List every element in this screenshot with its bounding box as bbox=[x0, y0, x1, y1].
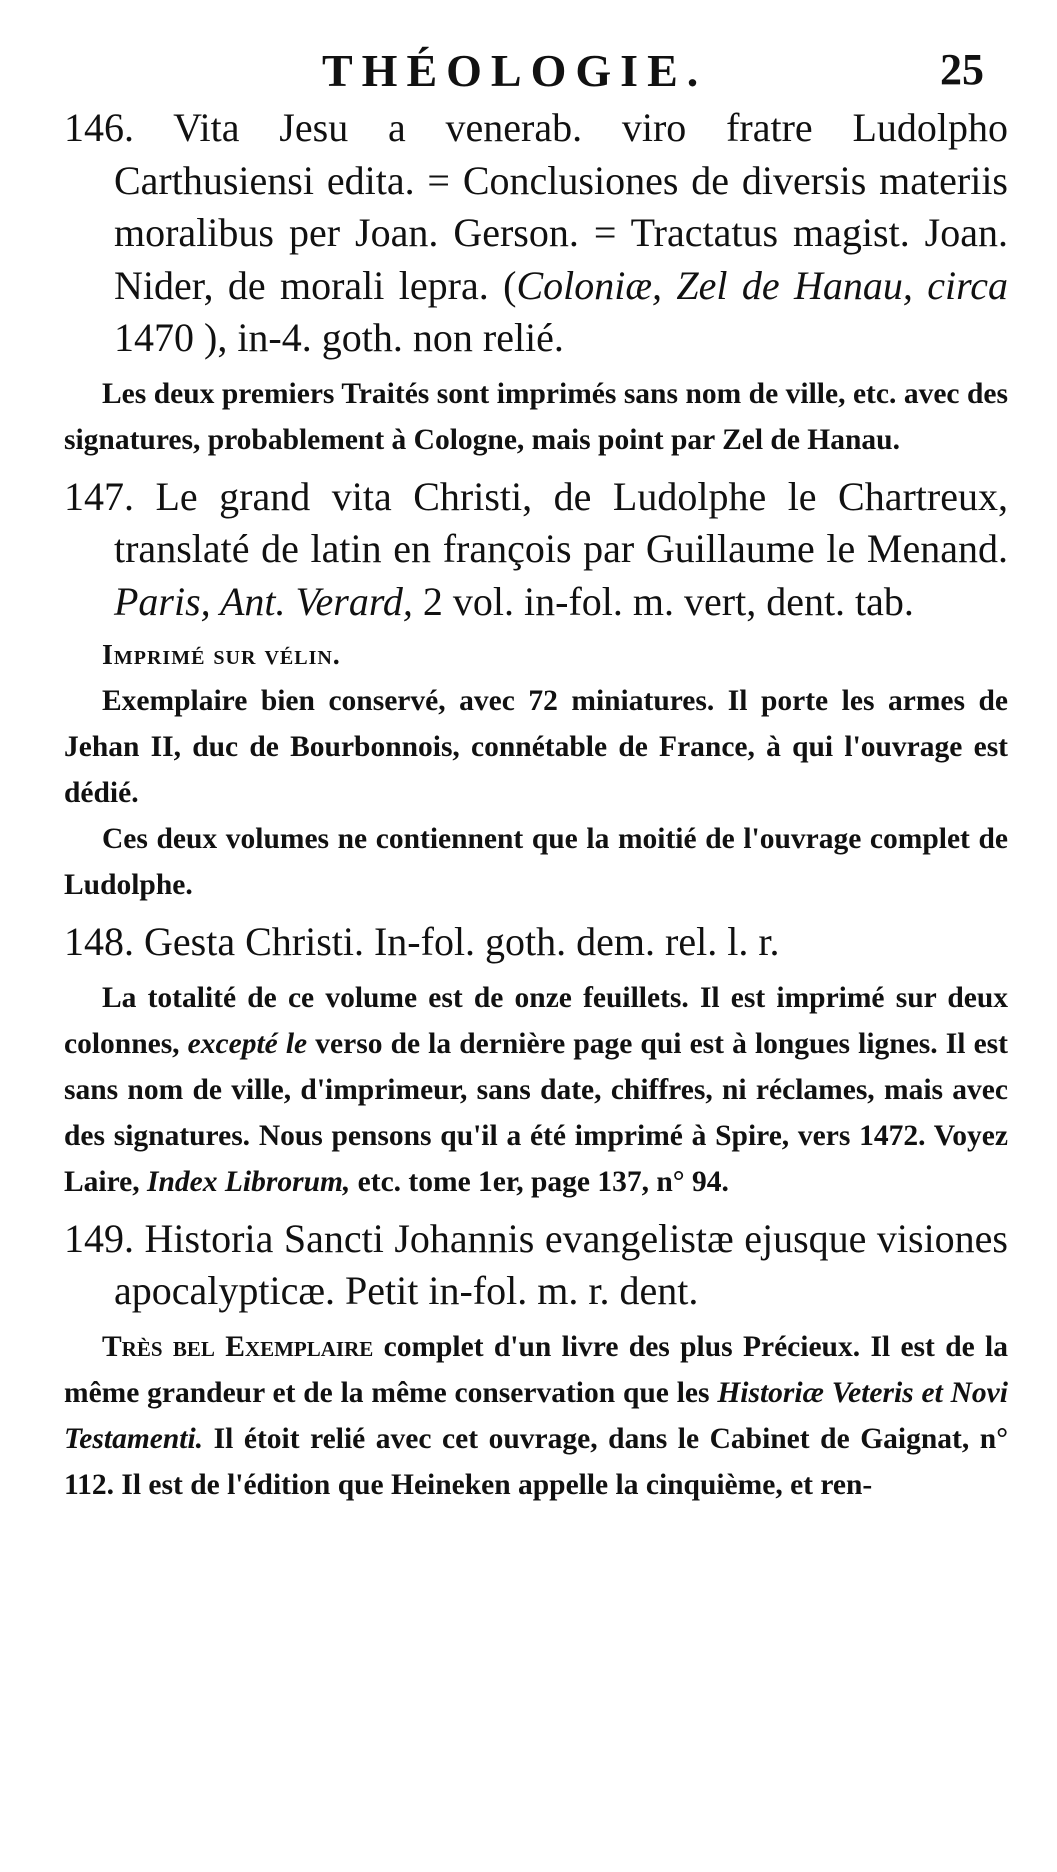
entry-number: 146. bbox=[64, 105, 134, 150]
note-text: etc. tome 1er, page 137, n° 94. bbox=[350, 1165, 729, 1198]
entry-149 bbox=[64, 1213, 1008, 1318]
note-italic: excepté le bbox=[187, 1027, 308, 1060]
note-italic: Historiæ Veteris et Novi Testamenti. bbox=[64, 1376, 1008, 1455]
note-text: verso de la dernière page qui est à longues lignes. Il est sans nom de ville, d'imprimeur, sans date, chiffres, ni réclames, mais avec des signatures. Nous pensons qu'il a été imprimé à Spire, vers 1472. Voyez Laire, bbox=[64, 1027, 1008, 1198]
entry-imprint: Paris, Ant. Verard, bbox=[114, 578, 413, 624]
entry-imprint: Coloniæ, Zel de Hanau, circa bbox=[516, 262, 1009, 308]
note-italic: Index Librorum, bbox=[147, 1165, 351, 1198]
note-text: Il étoit relié avec cet ouvrage, dans le Cabinet de Gaignat, n° 112. Il est de l'édition que Heineken appelle la cinquième, et ren- bbox=[64, 1422, 1008, 1501]
entry-number: 149. bbox=[64, 1215, 134, 1261]
note-149 bbox=[64, 1324, 1008, 1508]
note-147-a: Exemplaire bien conservé, avec 72 miniatures. Il porte les armes de Jehan II, duc de Bourbonnois, connétable de France, à qui l'ouvrage est dédié. bbox=[64, 685, 1008, 809]
note-small-caps: Très bel Exemplaire bbox=[102, 1330, 374, 1363]
entry-148 bbox=[64, 916, 1008, 969]
note-147-vellum: Imprimé sur vélin. bbox=[102, 640, 341, 671]
entry-text: Historia Sancti Johannis evangelistæ ejusque visiones apocalypticæ. Petit in-fol. m. r. dent. bbox=[114, 1215, 1008, 1313]
page-number: 25 bbox=[940, 45, 984, 94]
note-148 bbox=[64, 975, 1008, 1205]
entry-text: Vita Jesu a venerab. viro fratre Ludolpho Carthusiensi edita. = Conclusiones de diversis materiis moralibus per Joan. Gerson. = Tractatus magist. Joan. Nider, de morali lepra. ( bbox=[114, 105, 1008, 308]
note-147-b: Ces deux volumes ne contiennent que la moitié de l'ouvrage complet de Ludolphe. bbox=[64, 823, 1008, 901]
entry-147 bbox=[64, 471, 1008, 629]
note-text: complet d'un livre des plus Précieux. Il est de la même grandeur et de la même conservation que les bbox=[64, 1330, 1009, 1409]
entry-146 bbox=[64, 102, 1008, 365]
text-block bbox=[64, 102, 1008, 1508]
running-head bbox=[0, 44, 1057, 104]
note-146: Les deux premiers Traités sont imprimés sans nom de ville, etc. avec des signatures, probablement à Cologne, mais point par Zel de Hanau. bbox=[64, 377, 1008, 456]
entry-number: 147. bbox=[64, 473, 134, 519]
entry-text: 2 vol. in-fol. m. vert, dent. tab. bbox=[412, 578, 914, 624]
entry-text: 1470 ), in-4. goth. non relié. bbox=[114, 315, 564, 360]
entry-number: 148. bbox=[64, 919, 134, 964]
entry-text: Le grand vita Christi, de Ludolphe le Chartreux, translaté de latin en françois par Guillaume le Menand. bbox=[114, 473, 1008, 571]
entry-text: Gesta Christi. In-fol. goth. dem. rel. l. r. bbox=[144, 919, 780, 964]
running-title: THÉOLOGIE. bbox=[322, 45, 708, 96]
note-text: La totalité de ce volume est de onze feuillets. Il est imprimé sur deux colonnes, bbox=[64, 981, 1008, 1060]
